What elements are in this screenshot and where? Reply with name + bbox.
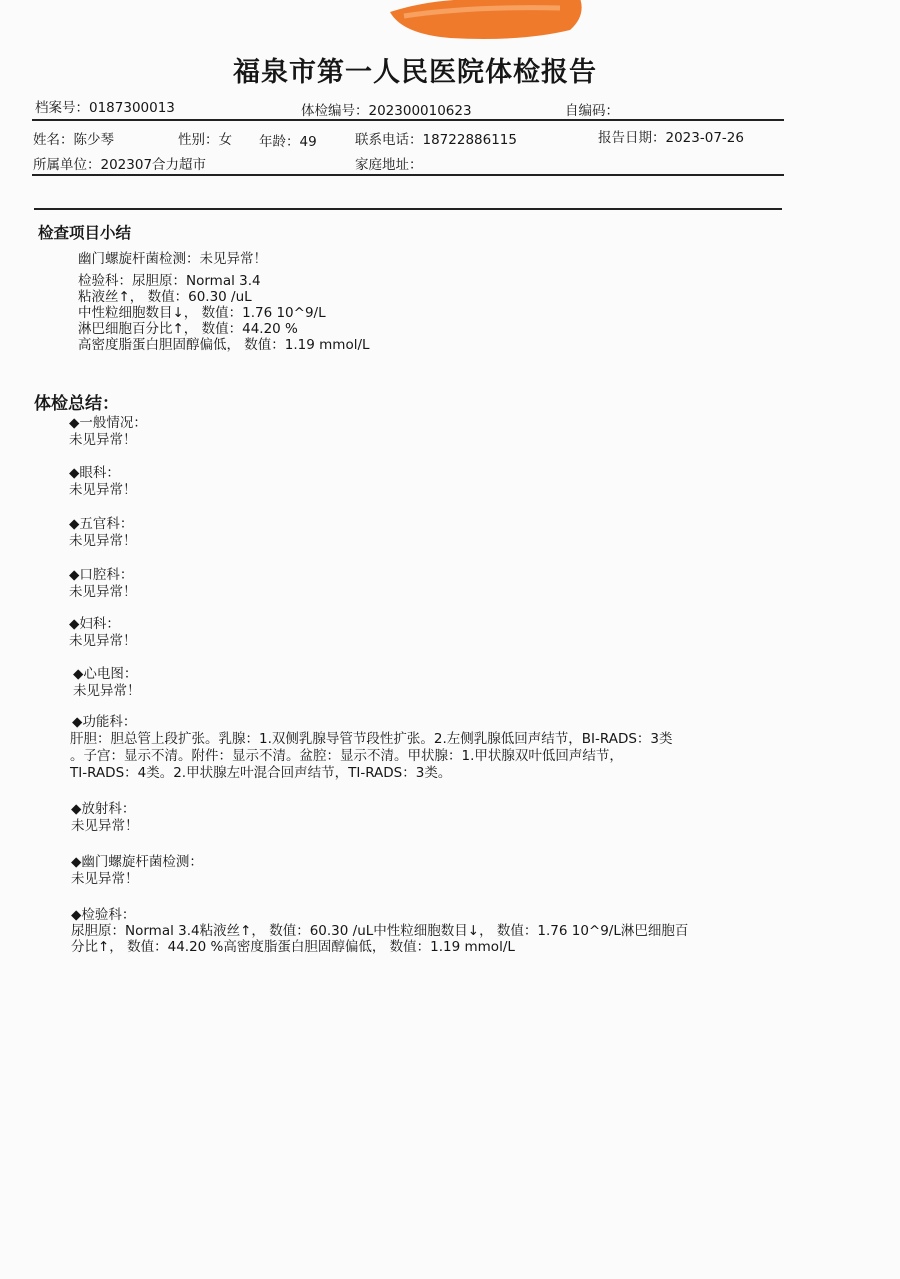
item-text: TI-RADS：4类。2.甲状腺左叶混合回声结节，TI-RADS：3类。 — [70, 765, 452, 781]
report-title: 福泉市第一人民医院体检报告 — [233, 57, 597, 88]
header-rule-3 — [34, 208, 782, 210]
item-head: ◆妇科： — [69, 616, 120, 632]
lab-line: 高密度脂蛋白胆固醇偏低， 数值：1.19 mmol/L — [78, 337, 370, 353]
header-rule-1 — [32, 119, 784, 121]
conclusion-item — [71, 854, 203, 888]
item-head: ◆功能科： — [72, 714, 137, 730]
item-text: 未见异常！ — [71, 871, 139, 887]
conclusion-item — [69, 516, 137, 550]
item-head: ◆幽门螺旋杆菌检测： — [71, 854, 203, 870]
item-head: ◆口腔科： — [69, 567, 134, 583]
conclusion-item — [69, 415, 147, 449]
item-head: ◆眼科： — [69, 465, 120, 481]
item-text: 肝胆：胆总管上段扩张。乳腺：1.双侧乳腺导管节段性扩张。2.左侧乳腺低回声结节，BI-RADS：3类 — [70, 731, 673, 747]
item-text: 。子宫：显示不清。附件：显示不清。盆腔：显示不清。甲状腺：1.甲状腺双叶低回声结节， — [70, 748, 623, 764]
item-text: 未见异常！ — [69, 432, 137, 448]
item-text: 未见异常！ — [69, 533, 137, 549]
lab-line: 粘液丝↑， 数值：60.30 /uL — [78, 289, 252, 305]
lab-line: 检验科：尿胆原：Normal 3.4 — [78, 273, 261, 289]
item-text: 未见异常！ — [71, 818, 139, 834]
report-date: 报告日期：2023-07-26 — [598, 130, 744, 146]
item-head: ◆放射科： — [71, 801, 136, 817]
lab-line: 中性粒细胞数目↓， 数值：1.76 10^9/L — [78, 305, 326, 321]
conclusion-item — [69, 567, 137, 601]
carrot-picture — [380, 0, 590, 46]
item-head: ◆一般情况： — [69, 415, 147, 431]
conclusion-item — [73, 666, 141, 700]
conclusion-item — [71, 801, 139, 835]
patient-age: 年龄：49 — [259, 134, 317, 150]
conclusion-item — [69, 616, 137, 650]
conclusion-item — [71, 907, 688, 955]
item-head: ◆检验科： — [71, 907, 136, 923]
item-text: 未见异常！ — [69, 584, 137, 600]
item-head: ◆五官科： — [69, 516, 134, 532]
item-text: 尿胆原：Normal 3.4粘液丝↑， 数值：60.30 /uL中性粒细胞数目↓， 数值：1.76 10^9/L淋巴细胞百 — [71, 923, 689, 939]
exam-number: 体检编号：202300010623 — [301, 103, 472, 119]
conclusion-item — [70, 714, 673, 782]
item-text: 分比↑， 数值：44.20 %高密度脂蛋白胆固醇偏低， 数值：1.19 mmol/L — [71, 939, 515, 955]
header-rule-2 — [32, 174, 784, 176]
patient-unit: 所属单位：202307合力超市 — [33, 157, 207, 173]
item-text: 未见异常！ — [69, 633, 137, 649]
summary-hp: 幽门螺旋杆菌检测：未见异常！ — [78, 251, 267, 267]
item-head: ◆心电图： — [73, 666, 138, 682]
patient-phone: 联系电话：18722886115 — [355, 132, 517, 148]
item-text: 未见异常！ — [73, 683, 141, 699]
self-code: 自编码： — [565, 103, 619, 119]
summary-lab-lines — [78, 273, 370, 353]
patient-sex: 性别：女 — [178, 132, 232, 148]
patient-address: 家庭地址： — [355, 157, 423, 173]
patient-name: 姓名：陈少琴 — [33, 132, 114, 148]
lab-line: 淋巴细胞百分比↑， 数值：44.20 % — [78, 321, 298, 337]
conclusion-title: 体检总结： — [34, 394, 119, 414]
item-text: 未见异常！ — [69, 482, 137, 498]
archive-number: 档案号：0187300013 — [35, 100, 175, 116]
summary-title: 检查项目小结 — [38, 224, 132, 242]
conclusion-item — [69, 465, 137, 499]
